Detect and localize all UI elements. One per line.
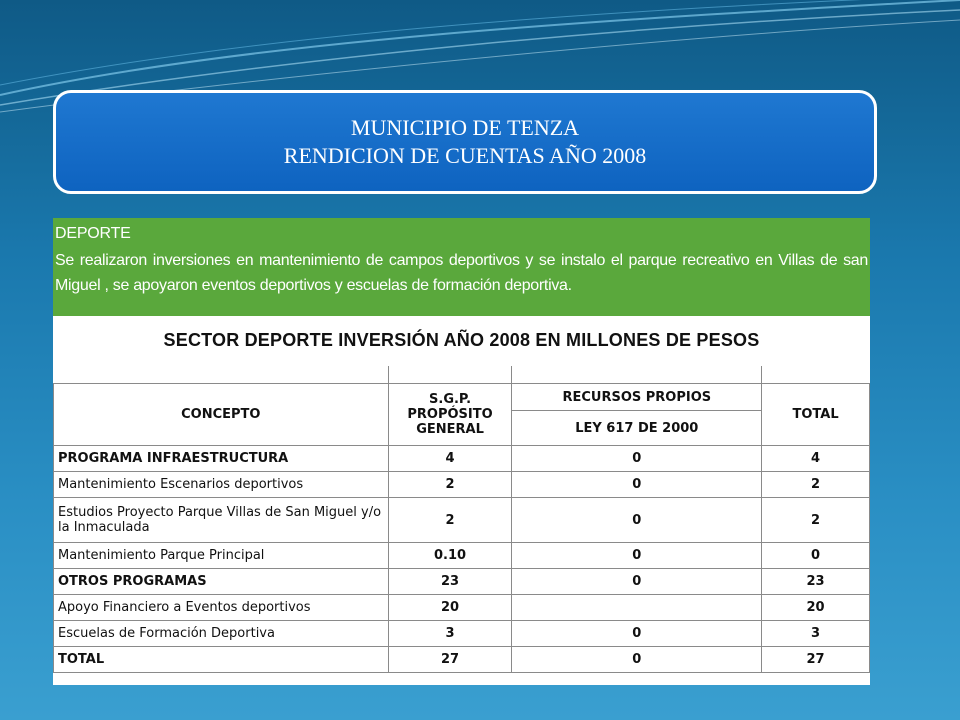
cell-sgp: 27 bbox=[388, 647, 512, 673]
cell-total: 23 bbox=[762, 569, 870, 595]
cell-sgp: 0.10 bbox=[388, 543, 512, 569]
cell-concepto: OTROS PROGRAMAS bbox=[54, 569, 389, 595]
cell-recursos: 0 bbox=[512, 498, 762, 543]
cell-recursos: 0 bbox=[512, 621, 762, 647]
cell-concepto: Escuelas de Formación Deportiva bbox=[54, 621, 389, 647]
investment-table bbox=[53, 366, 870, 673]
cell-sgp: 3 bbox=[388, 621, 512, 647]
cell-recursos: 0 bbox=[512, 647, 762, 673]
title-report: RENDICION DE CUENTAS AÑO 2008 bbox=[283, 143, 647, 168]
summary-heading: DEPORTE bbox=[55, 225, 131, 242]
table-row bbox=[54, 472, 870, 498]
header-recursos-propios: RECURSOS PROPIOS bbox=[512, 384, 762, 411]
summary-panel bbox=[53, 218, 870, 316]
cell-recursos: 0 bbox=[512, 569, 762, 595]
cell-sgp: 23 bbox=[388, 569, 512, 595]
cell-total: 2 bbox=[762, 472, 870, 498]
header-ley: LEY 617 DE 2000 bbox=[512, 411, 762, 446]
cell-total: 0 bbox=[762, 543, 870, 569]
cell-recursos: 0 bbox=[512, 472, 762, 498]
cell-concepto: Mantenimiento Escenarios deportivos bbox=[54, 472, 389, 498]
title-banner bbox=[53, 90, 877, 194]
cell-sgp: 20 bbox=[388, 595, 512, 621]
cell-concepto: Mantenimiento Parque Principal bbox=[54, 543, 389, 569]
header-concepto: CONCEPTO bbox=[54, 384, 389, 446]
title-municipality: MUNICIPIO DE TENZA bbox=[350, 115, 580, 140]
cell-recursos: 0 bbox=[512, 446, 762, 472]
table-spacer-row bbox=[54, 366, 870, 384]
table-row bbox=[54, 569, 870, 595]
investment-table-panel bbox=[53, 316, 870, 685]
summary-text: Se realizaron inversiones en mantenimiento de campos deportivos y se instalo el parque recreativo en Villas de san Miguel , se apoyaron eventos deportivos y escuelas de formación deportiva. bbox=[55, 252, 868, 294]
table-row-total bbox=[54, 647, 870, 673]
table-row bbox=[54, 595, 870, 621]
cell-recursos bbox=[512, 595, 762, 621]
table-title: SECTOR DEPORTE INVERSIÓN AÑO 2008 EN MILLONES DE PESOS bbox=[163, 330, 760, 350]
header-sgp: S.G.P. PROPÓSITO GENERAL bbox=[388, 384, 512, 446]
cell-total: 20 bbox=[762, 595, 870, 621]
cell-concepto: TOTAL bbox=[54, 647, 389, 673]
cell-total: 3 bbox=[762, 621, 870, 647]
cell-concepto: Apoyo Financiero a Eventos deportivos bbox=[54, 595, 389, 621]
table-row bbox=[54, 621, 870, 647]
cell-total: 2 bbox=[762, 498, 870, 543]
cell-sgp: 2 bbox=[388, 498, 512, 543]
cell-concepto: PROGRAMA INFRAESTRUCTURA bbox=[54, 446, 389, 472]
cell-total: 4 bbox=[762, 446, 870, 472]
table-row bbox=[54, 498, 870, 543]
table-header-row bbox=[54, 384, 870, 411]
cell-concepto: Estudios Proyecto Parque Villas de San Miguel y/o la Inmaculada bbox=[54, 498, 389, 543]
cell-sgp: 2 bbox=[388, 472, 512, 498]
cell-recursos: 0 bbox=[512, 543, 762, 569]
cell-total: 27 bbox=[762, 647, 870, 673]
cell-sgp: 4 bbox=[388, 446, 512, 472]
table-row bbox=[54, 446, 870, 472]
table-row bbox=[54, 543, 870, 569]
header-total: TOTAL bbox=[762, 384, 870, 446]
